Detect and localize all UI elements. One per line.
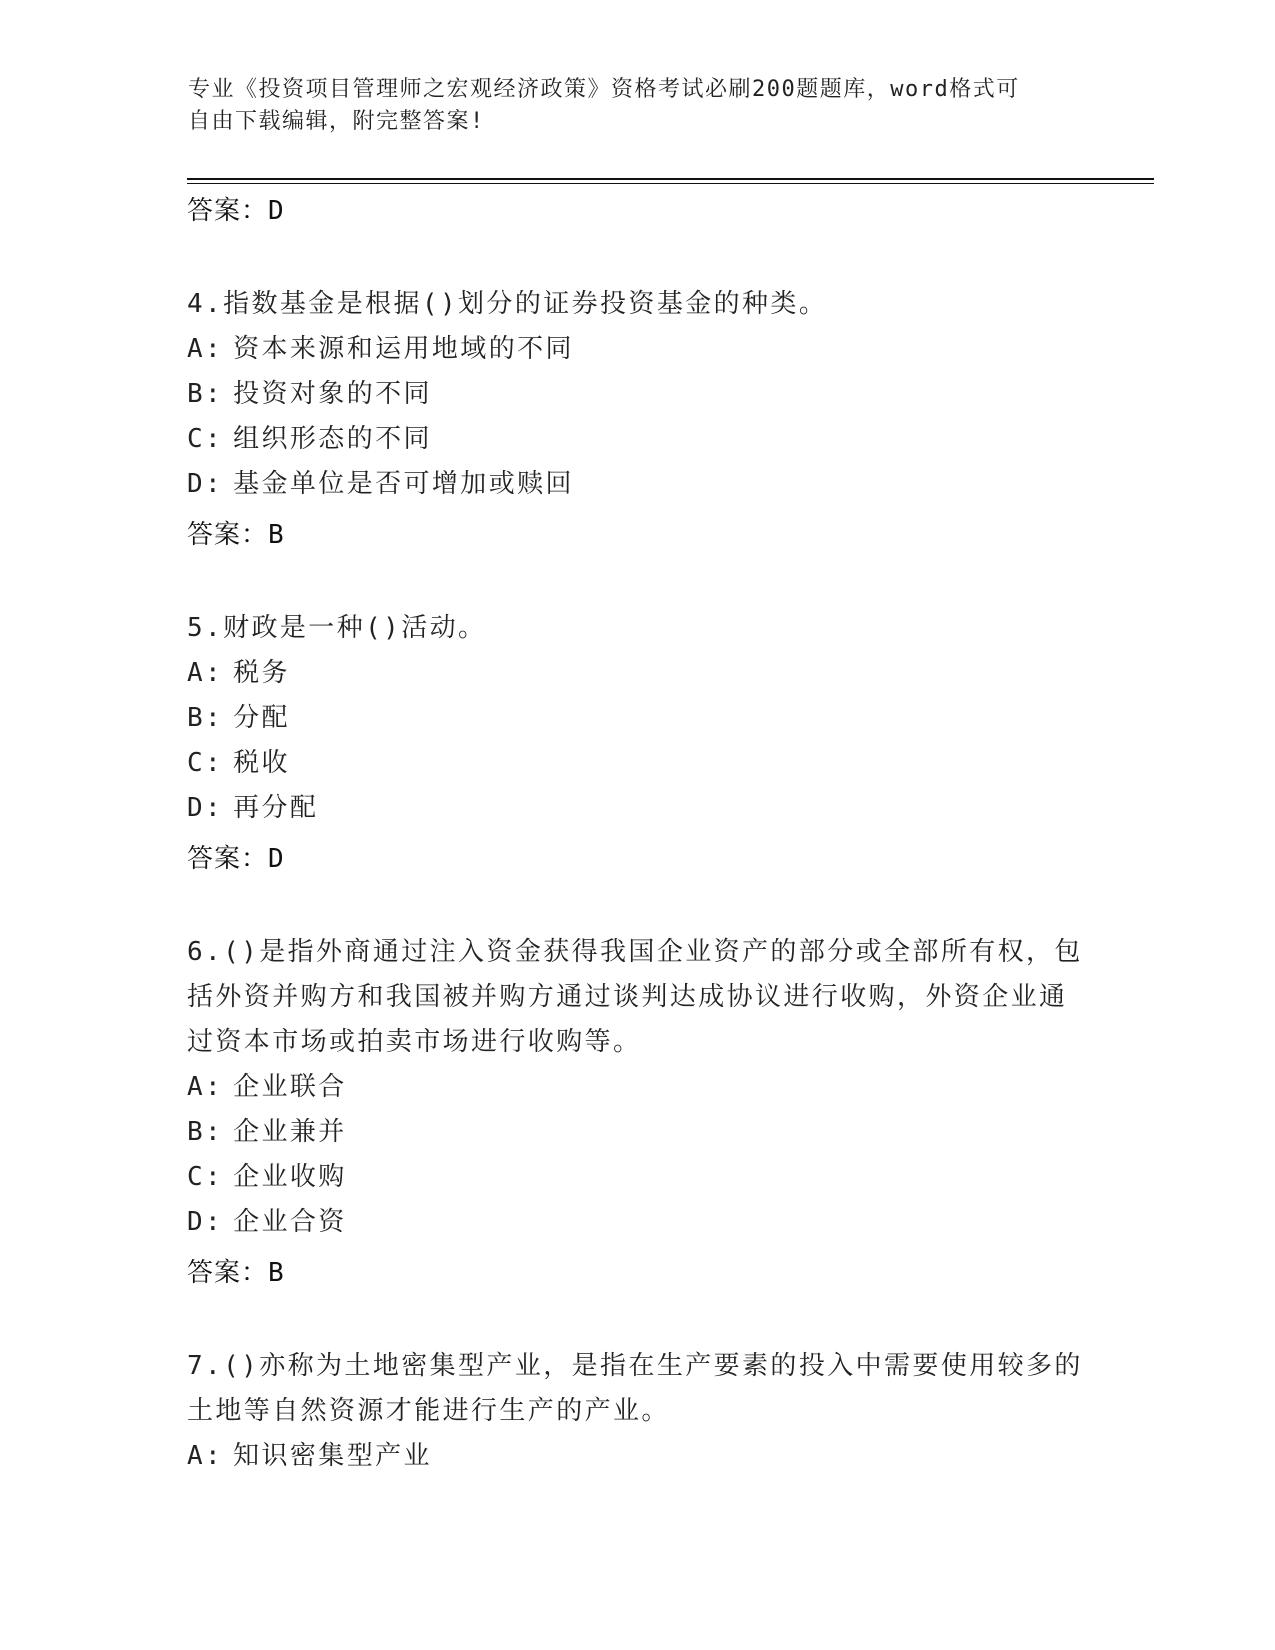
- option-text: 基金单位是否可增加或赎回: [233, 469, 574, 499]
- option-text: 税收: [233, 748, 290, 778]
- header-title-line-2: 自由下载编辑，附完整答案!: [188, 109, 485, 134]
- option-text: 投资对象的不同: [233, 379, 432, 409]
- option-letter: A:: [187, 658, 224, 688]
- option-letter: C:: [187, 424, 224, 454]
- header-divider-thin: [187, 183, 1154, 184]
- option-list: [187, 327, 1087, 507]
- question-7: [187, 1344, 1087, 1479]
- option-c: [187, 1155, 1087, 1200]
- option-letter: A:: [187, 1441, 224, 1471]
- option-text: 组织形态的不同: [233, 424, 432, 454]
- option-b: [187, 1110, 1087, 1155]
- question-list: [187, 187, 1087, 1479]
- question-stem: 7.()亦称为土地密集型产业，是指在生产要素的投入中需要使用较多的土地等自然资源才能进行生产的产业。: [187, 1351, 1083, 1426]
- option-letter: C:: [187, 748, 224, 778]
- document-header: [188, 74, 1068, 138]
- option-letter: D:: [187, 1207, 224, 1237]
- option-d: [187, 462, 1087, 507]
- option-text: 企业联合: [233, 1072, 347, 1102]
- answer-line: 答案：D: [187, 844, 285, 874]
- option-letter: B:: [187, 1117, 224, 1147]
- option-a: [187, 327, 1087, 372]
- option-letter: A:: [187, 1072, 224, 1102]
- option-letter: D:: [187, 469, 224, 499]
- option-a: [187, 651, 1087, 696]
- option-letter: B:: [187, 379, 224, 409]
- option-letter: D:: [187, 793, 224, 823]
- question-stem: 5.财政是一种()活动。: [187, 613, 487, 643]
- question-4: [187, 282, 1087, 551]
- option-text: 企业兼并: [233, 1117, 347, 1147]
- option-c: [187, 417, 1087, 462]
- option-list: [187, 1065, 1087, 1245]
- question-stem: 4.指数基金是根据()划分的证券投资基金的种类。: [187, 289, 828, 319]
- header-title-line-1: 专业《投资项目管理师之宏观经济政策》资格考试必刷200题题库，word格式可: [188, 77, 1020, 102]
- option-text: 税务: [233, 658, 290, 688]
- question-stem: 6.()是指外商通过注入资金获得我国企业资产的部分或全部所有权，包括外资并购方和我国被并购方通过谈判达成协议进行收购，外资企业通过资本市场或拍卖市场进行收购等。: [187, 937, 1083, 1057]
- option-text: 企业收购: [233, 1162, 347, 1192]
- option-a: [187, 1065, 1087, 1110]
- question-5: [187, 606, 1087, 875]
- option-c: [187, 741, 1087, 786]
- option-a: [187, 1434, 1087, 1479]
- option-d: [187, 786, 1087, 831]
- option-letter: A:: [187, 334, 224, 364]
- header-divider-thick: [187, 178, 1154, 180]
- option-letter: B:: [187, 703, 224, 733]
- answer-line: 答案：B: [187, 1258, 285, 1288]
- option-b: [187, 372, 1087, 417]
- option-text: 再分配: [233, 793, 319, 823]
- option-text: 资本来源和运用地域的不同: [233, 334, 574, 364]
- option-letter: C:: [187, 1162, 224, 1192]
- option-list: [187, 651, 1087, 831]
- option-text: 知识密集型产业: [233, 1441, 432, 1471]
- option-list: [187, 1434, 1087, 1479]
- option-text: 企业合资: [233, 1207, 347, 1237]
- answer-line: 答案：B: [187, 520, 285, 550]
- answer-previous-question: 答案：D: [187, 196, 285, 226]
- option-text: 分配: [233, 703, 290, 733]
- option-b: [187, 696, 1087, 741]
- question-6: [187, 930, 1087, 1289]
- option-d: [187, 1200, 1087, 1245]
